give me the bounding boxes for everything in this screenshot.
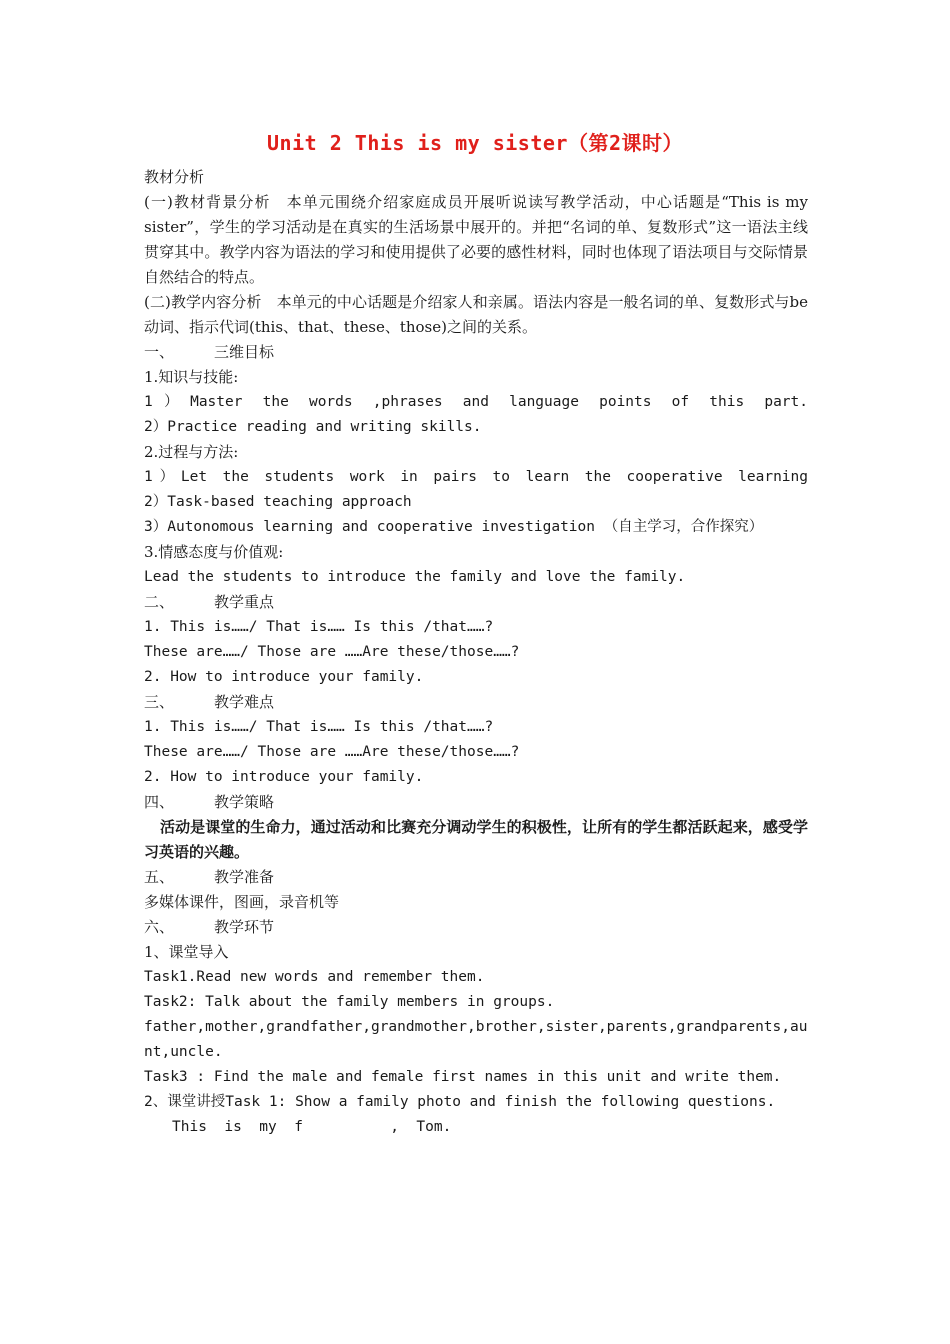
- paragraph-background-analysis: (一)教材背景分析 本单元围绕介绍家庭成员开展听说读写教学活动，中心话题是“This is my sister”，学生的学习活动是在真实的生活场景中展开的。并把“名词的单、复数形式”这一语法主线贯穿其中。教学内容为语法的学习和使用提供了必要的感性材料，同时也体现了语法项目与交际情景自然结合的特点。: [144, 193, 808, 286]
- objective-item: 1）Let the students work in pairs to learn the cooperative learning: [144, 469, 808, 485]
- difficulty-item: These are……/ Those are ……Are these/those……?: [144, 744, 520, 760]
- key-point-item: These are……/ Those are ……Are these/those……?: [144, 644, 520, 660]
- preparation-text: 多媒体课件，图画，录音机等: [144, 893, 340, 911]
- difficulty-item: 2. How to introduce your family.: [144, 769, 424, 785]
- fill-in-sentence: This is my f , Tom.: [172, 1119, 452, 1135]
- subheading: 1、课堂导入: [144, 943, 229, 961]
- section-heading: 二、 教学重点: [144, 593, 275, 611]
- objective-item: 1）Master the words ,phrases and language points of this part.: [144, 394, 808, 410]
- subheading: 2.过程与方法:: [144, 443, 239, 461]
- section-heading: 教材分析: [144, 168, 205, 186]
- document-body: [144, 165, 808, 1140]
- paragraph-content-analysis: (二)教学内容分析 本单元的中心话题是介绍家人和亲属。语法内容是一般名词的单、复数形式与be动词、指示代词(this、that、these、those)之间的关系。: [144, 293, 808, 336]
- objective-item: Lead the students to introduce the family and love the family.: [144, 569, 686, 585]
- page-title: Unit 2 This is my sister（第2课时）: [266, 131, 684, 155]
- section-heading: 六、 教学环节: [144, 918, 275, 936]
- subheading: 3.情感态度与价值观:: [144, 543, 284, 561]
- difficulty-item: 1. This is……/ That is…… Is this /that……?: [144, 719, 494, 735]
- objective-item: 2）Practice reading and writing skills.: [144, 419, 482, 435]
- section-heading: 一、 三维目标: [144, 343, 275, 361]
- strategy-paragraph: 活动是课堂的生命力，通过活动和比赛充分调动学生的积极性，让所有的学生都活跃起来，感受学习英语的兴趣。: [144, 818, 808, 861]
- key-point-item: 1. This is……/ That is…… Is this /that……?: [144, 619, 494, 635]
- subheading: 1.知识与技能:: [144, 368, 239, 386]
- objective-item: 2）Task-based teaching approach: [144, 494, 412, 510]
- section-heading: 三、 教学难点: [144, 693, 275, 711]
- key-point-item: 2. How to introduce your family.: [144, 669, 424, 685]
- section-heading: 五、 教学准备: [144, 868, 275, 886]
- vocabulary-list: father,mother,grandfather,grandmother,brother,sister,parents,grandparents,aunt,uncle.: [144, 1019, 808, 1060]
- section-heading: 四、 教学策略: [144, 793, 275, 811]
- objective-item: 3）Autonomous learning and cooperative investigation （自主学习，合作探究）: [144, 519, 764, 535]
- task-item: 2、课堂讲授Task 1: Show a family photo and finish the following questions.: [144, 1094, 776, 1110]
- task-item: Task1.Read new words and remember them.: [144, 969, 485, 985]
- task-item: Task2: Talk about the family members in groups.: [144, 994, 555, 1010]
- task-item: Task3 : Find the male and female first names in this unit and write them.: [144, 1069, 782, 1085]
